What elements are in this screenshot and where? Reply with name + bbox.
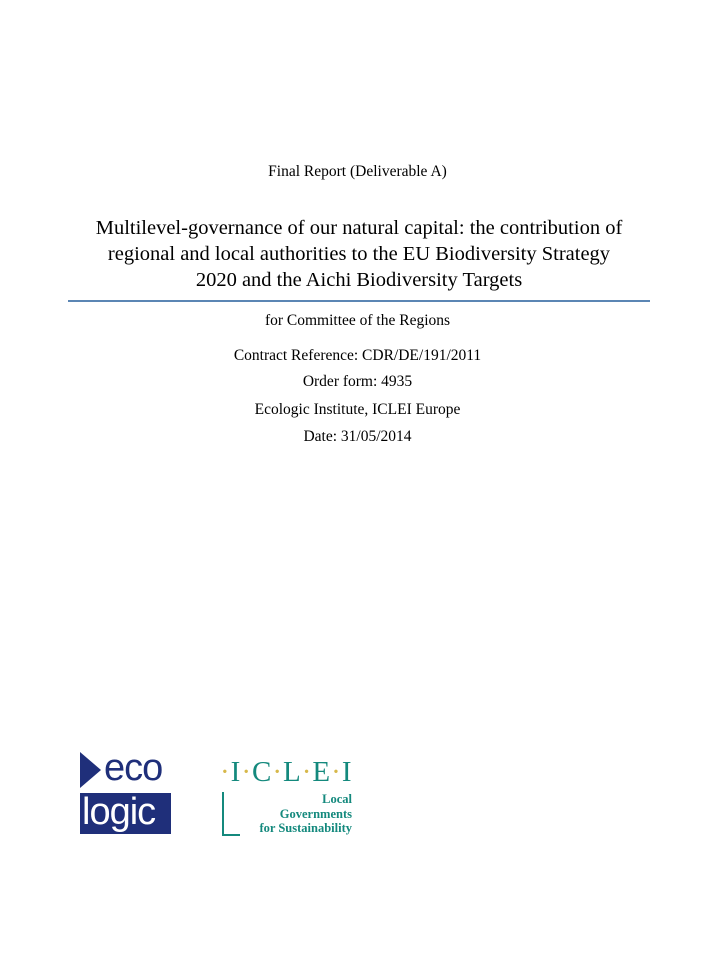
iclei-letter: I xyxy=(230,756,242,788)
iclei-letter: I xyxy=(341,756,353,788)
report-type: Final Report (Deliverable A) xyxy=(268,163,447,180)
ecologic-triangle-icon xyxy=(80,752,101,788)
iclei-letter: E xyxy=(312,756,332,788)
iclei-logo xyxy=(220,756,360,840)
iclei-logo-wordmark: ·I·C·L·E·I xyxy=(220,756,353,788)
ecologic-logo-bottom: logic xyxy=(82,791,156,833)
ecologic-logo-top: eco xyxy=(104,747,163,789)
iclei-tagline-line: for Sustainability xyxy=(259,821,352,835)
contract-reference: Contract Reference: CDR/DE/191/2011 xyxy=(233,347,482,364)
iclei-letter: C xyxy=(252,756,273,788)
ecologic-logo xyxy=(80,747,172,834)
title-line: 2020 and the Aichi Biodiversity Targets xyxy=(195,269,523,291)
iclei-tagline xyxy=(222,792,352,836)
report-title xyxy=(68,215,650,293)
report-date: Date: 31/05/2014 xyxy=(303,428,412,445)
iclei-tagline-line: Local xyxy=(322,792,352,806)
iclei-letter: L xyxy=(283,756,302,788)
recipient: for Committee of the Regions xyxy=(264,312,451,329)
authors: Ecologic Institute, ICLEI Europe xyxy=(254,401,461,418)
title-line: Multilevel-governance of our natural capital: the contribution of xyxy=(95,217,623,239)
ecologic-logo-box xyxy=(80,793,171,834)
order-form: Order form: 4935 xyxy=(302,373,413,390)
title-divider xyxy=(68,300,650,302)
iclei-tagline-line: Governments xyxy=(279,806,352,821)
title-line: regional and local authorities to the EU Biodiversity Strategy xyxy=(107,243,611,265)
